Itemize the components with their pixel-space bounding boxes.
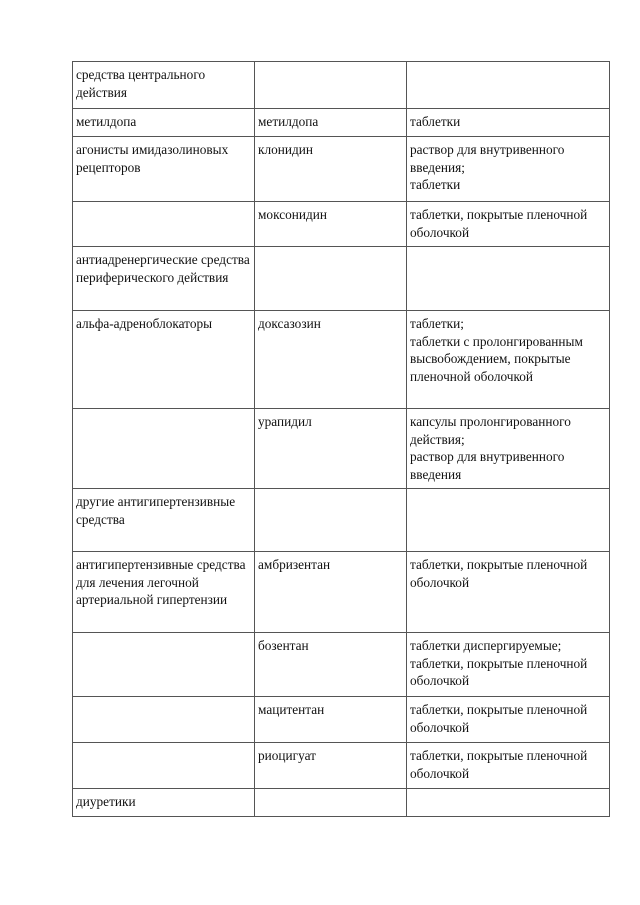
drug-cell (255, 697, 407, 743)
form-text: таблетки; таблетки с пролонгированным высвобождением, покрытые пленочной оболочкой (410, 316, 583, 384)
group-cell (73, 109, 255, 137)
drug-cell (255, 311, 407, 409)
table-row (73, 697, 610, 743)
group-text: диуретики (76, 794, 136, 809)
form-cell (407, 109, 610, 137)
form-text: таблетки (410, 114, 461, 129)
group-cell (73, 633, 255, 697)
drug-text: мацитентан (258, 702, 325, 717)
drug-cell (255, 202, 407, 247)
group-cell (73, 202, 255, 247)
form-cell (407, 247, 610, 311)
table-row (73, 789, 610, 817)
group-cell (73, 311, 255, 409)
drug-cell (255, 247, 407, 311)
group-cell (73, 62, 255, 109)
form-cell (407, 311, 610, 409)
drug-table (72, 61, 610, 817)
form-text: таблетки, покрытые пленочной оболочкой (410, 557, 588, 590)
form-cell (407, 202, 610, 247)
table-row (73, 552, 610, 633)
group-cell (73, 489, 255, 552)
form-text: капсулы пролонгированного действия; раствор для внутривенного введения (410, 414, 571, 482)
form-text: таблетки, покрытые пленочной оболочкой (410, 702, 588, 735)
drug-text: моксонидин (258, 207, 327, 222)
group-cell (73, 137, 255, 202)
group-text: альфа-адреноблокаторы (76, 316, 213, 331)
drug-text: риоцигуат (258, 748, 316, 763)
drug-cell (255, 137, 407, 202)
table-row (73, 743, 610, 789)
group-text: агонисты имидазолиновых рецепторов (76, 142, 229, 175)
drug-cell (255, 62, 407, 109)
drug-text: урапидил (258, 414, 312, 429)
form-text: таблетки, покрытые пленочной оболочкой (410, 748, 588, 781)
group-text: антигипертензивные средства для лечения легочной артериальной гипертензии (76, 557, 246, 608)
drug-cell (255, 409, 407, 489)
group-cell (73, 789, 255, 817)
drug-cell (255, 743, 407, 789)
group-text: метилдопа (76, 114, 137, 129)
table-row (73, 109, 610, 137)
table-row (73, 489, 610, 552)
group-text: средства центрального действия (76, 67, 206, 100)
table-row (73, 62, 610, 109)
form-cell (407, 62, 610, 109)
group-cell (73, 743, 255, 789)
form-cell (407, 409, 610, 489)
group-cell (73, 247, 255, 311)
table-row (73, 633, 610, 697)
table-row (73, 137, 610, 202)
form-cell (407, 489, 610, 552)
group-cell (73, 409, 255, 489)
form-cell (407, 789, 610, 817)
drug-text: метилдопа (258, 114, 319, 129)
group-text: другие антигипертензивные средства (76, 494, 236, 527)
drug-cell (255, 789, 407, 817)
drug-text: бозентан (258, 638, 309, 653)
drug-text: клонидин (258, 142, 313, 157)
drug-text: доксазозин (258, 316, 321, 331)
group-text: антиадренергические средства периферического действия (76, 252, 250, 285)
drug-cell (255, 552, 407, 633)
form-text: таблетки, покрытые пленочной оболочкой (410, 207, 588, 240)
group-cell (73, 697, 255, 743)
form-cell (407, 743, 610, 789)
drug-cell (255, 489, 407, 552)
drug-text: амбризентан (258, 557, 331, 572)
table-row (73, 409, 610, 489)
table-row (73, 247, 610, 311)
table-row (73, 202, 610, 247)
drug-cell (255, 109, 407, 137)
form-cell (407, 697, 610, 743)
form-text: раствор для внутривенного введения; таблетки (410, 142, 565, 193)
form-text: таблетки диспергируемые; таблетки, покрытые пленочной оболочкой (410, 638, 588, 689)
form-cell (407, 633, 610, 697)
table-row (73, 311, 610, 409)
form-cell (407, 137, 610, 202)
form-cell (407, 552, 610, 633)
group-cell (73, 552, 255, 633)
drug-cell (255, 633, 407, 697)
